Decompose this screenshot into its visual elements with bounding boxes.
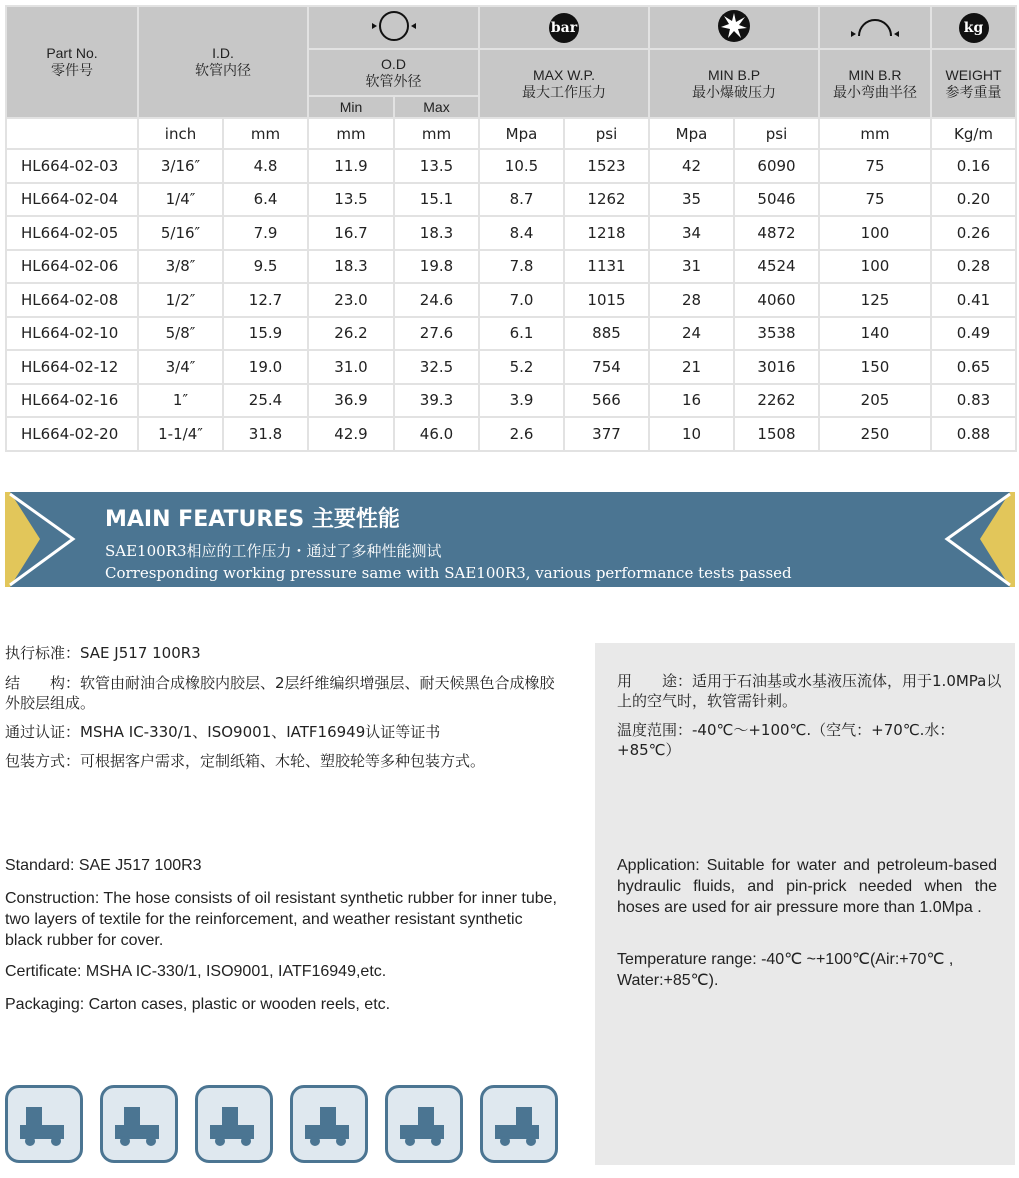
table-cell: 27.6 (394, 317, 479, 351)
table-cell: 1508 (734, 417, 819, 451)
table-row (6, 183, 1016, 217)
table-row (6, 417, 1016, 451)
table-cell: 11.9 (308, 149, 394, 183)
table-cell: 18.3 (308, 250, 394, 284)
table-row (6, 317, 1016, 351)
od-min-header: Min (308, 96, 394, 118)
table-cell: 13.5 (394, 149, 479, 183)
table-cell: 10.5 (479, 149, 564, 183)
table-cell: 3/8″ (138, 250, 223, 284)
table-cell: 7.0 (479, 283, 564, 317)
table-cell: 6.1 (479, 317, 564, 351)
table-cell: 205 (819, 384, 931, 418)
unit-cell: inch (138, 118, 223, 149)
application-icons (5, 1085, 558, 1163)
cn-use: 用 途：适用于石油基或水基液压流体，用于1.0MPa以上的空气时，软管需针刺。 (617, 672, 1002, 710)
unit-cell (6, 118, 138, 149)
table-cell: 12.7 (223, 283, 308, 317)
table-cell: 1″ (138, 384, 223, 418)
table-cell: 36.9 (308, 384, 394, 418)
part-header: Part No. 零件号 (6, 6, 138, 118)
table-cell: 100 (819, 250, 931, 284)
table-cell: 39.3 (394, 384, 479, 418)
table-cell: 140 (819, 317, 931, 351)
cn-pack: 包装方式：可根据客户需求，定制纸箱、木轮、塑胶轮等多种包装方式。 (5, 752, 486, 770)
building-icon (385, 1085, 463, 1163)
unit-cell: Kg/m (931, 118, 1016, 149)
table-cell: 150 (819, 350, 931, 384)
main-features-banner (5, 492, 1015, 587)
table-cell: 1131 (564, 250, 649, 284)
table-cell: 15.1 (394, 183, 479, 217)
table-cell: 1/2″ (138, 283, 223, 317)
od-header: O.D 软管外径 (308, 49, 479, 96)
table-cell: 19.0 (223, 350, 308, 384)
weight-header: WEIGHT 参考重量 (931, 49, 1016, 118)
table-cell: HL664-02-06 (6, 250, 138, 284)
table-cell: 15.9 (223, 317, 308, 351)
table-cell: 10 (649, 417, 734, 451)
table-cell: 34 (649, 216, 734, 250)
unit-cell: mm (223, 118, 308, 149)
bp-header: MIN B.P 最小爆破压力 (649, 49, 819, 118)
table-cell: 100 (819, 216, 931, 250)
table-cell: HL664-02-16 (6, 384, 138, 418)
table-cell: 5/8″ (138, 317, 223, 351)
table-cell: 1-1/4″ (138, 417, 223, 451)
table-cell: HL664-02-03 (6, 149, 138, 183)
table-cell: 35 (649, 183, 734, 217)
table-cell: 26.2 (308, 317, 394, 351)
table-cell: 8.7 (479, 183, 564, 217)
ship-icon (290, 1085, 368, 1163)
table-cell: 4524 (734, 250, 819, 284)
table-cell: 1262 (564, 183, 649, 217)
od-icon (308, 6, 479, 49)
table-cell: 75 (819, 183, 931, 217)
cn-structure: 结 构：软管由耐油合成橡胶内胶层、2层纤维编织增强层、耐天候黑色合成橡胶外胶层组成。 (5, 674, 555, 712)
table-cell: 885 (564, 317, 649, 351)
table-cell: 24.6 (394, 283, 479, 317)
table-cell: HL664-02-10 (6, 317, 138, 351)
table-cell: 28 (649, 283, 734, 317)
table-cell: 1218 (564, 216, 649, 250)
table-cell: HL664-02-05 (6, 216, 138, 250)
table-cell: 4060 (734, 283, 819, 317)
table-cell: 0.88 (931, 417, 1016, 451)
table-cell: 7.8 (479, 250, 564, 284)
table-cell: 16 (649, 384, 734, 418)
unit-cell: Mpa (479, 118, 564, 149)
table-cell: 32.5 (394, 350, 479, 384)
tractor-icon (480, 1085, 558, 1163)
table-cell: 2262 (734, 384, 819, 418)
table-cell: 31.8 (223, 417, 308, 451)
cn-cert: 通过认证：MSHA IC-330/1、ISO9001、IATF16949认证等证书 (5, 723, 441, 741)
en-standard: Standard: SAE J517 100R3 (5, 857, 202, 874)
table-cell: 7.9 (223, 216, 308, 250)
en-cert: Certificate: MSHA IC-330/1, ISO9001, IATF16949,etc. (5, 963, 387, 980)
table-cell: 13.5 (308, 183, 394, 217)
en-temp: Temperature range: -40℃ ~+100℃(Air:+70℃ , Water:+85℃). (617, 951, 954, 989)
en-pack: Packaging: Carton cases, plastic or wooden reels, etc. (5, 996, 391, 1013)
cn-temp: 温度范围：-40℃～+100℃.（空气：+70℃.水：+85℃） (617, 721, 955, 759)
table-cell: 1523 (564, 149, 649, 183)
unit-cell: Mpa (649, 118, 734, 149)
table-cell: 18.3 (394, 216, 479, 250)
br-header: MIN B.R 最小弯曲半径 (819, 49, 931, 118)
table-cell: 3/4″ (138, 350, 223, 384)
spec-table (5, 5, 1017, 452)
table-cell: 0.20 (931, 183, 1016, 217)
table-cell: 0.49 (931, 317, 1016, 351)
table-cell: 2.6 (479, 417, 564, 451)
table-cell: 0.16 (931, 149, 1016, 183)
table-row (6, 216, 1016, 250)
en-application: Application: Suitable for water and petroleum-based hydraulic fluids, and pin-prick needed when the hoses are used for air pressure more than 1.0Mpa . (617, 857, 997, 916)
table-cell: 377 (564, 417, 649, 451)
table-cell: 5.2 (479, 350, 564, 384)
table-cell: 0.83 (931, 384, 1016, 418)
table-cell: 23.0 (308, 283, 394, 317)
table-cell: 0.28 (931, 250, 1016, 284)
table-cell: 3538 (734, 317, 819, 351)
table-cell: 46.0 (394, 417, 479, 451)
table-cell: 21 (649, 350, 734, 384)
table-cell: 0.26 (931, 216, 1016, 250)
table-cell: 24 (649, 317, 734, 351)
table-row (6, 283, 1016, 317)
table-cell: 75 (819, 149, 931, 183)
table-cell: HL664-02-20 (6, 417, 138, 451)
banner-subtitle-cn: SAE100R3相应的工作压力・通过了多种性能测试 (105, 542, 442, 560)
table-cell: 4.8 (223, 149, 308, 183)
table-cell: 6090 (734, 149, 819, 183)
table-cell: 5/16″ (138, 216, 223, 250)
table-cell: 754 (564, 350, 649, 384)
table-cell: 566 (564, 384, 649, 418)
units-row (6, 118, 1016, 149)
table-cell: 4872 (734, 216, 819, 250)
table-row (6, 149, 1016, 183)
banner-subtitle-en: Corresponding working pressure same with SAE100R3, various performance tests passed (105, 564, 792, 582)
table-cell: 1015 (564, 283, 649, 317)
table-row (6, 384, 1016, 418)
banner-title: MAIN FEATURES 主要性能 (105, 507, 400, 532)
table-row (6, 250, 1016, 284)
cn-standard: 执行标准：SAE J517 100R3 (5, 644, 201, 662)
unit-cell: mm (308, 118, 394, 149)
table-cell: 42.9 (308, 417, 394, 451)
table-cell: 6.4 (223, 183, 308, 217)
unit-cell: psi (734, 118, 819, 149)
wp-header: MAX W.P. 最大工作压力 (479, 49, 649, 118)
table-cell: 25.4 (223, 384, 308, 418)
table-cell: 0.41 (931, 283, 1016, 317)
burst-icon (717, 9, 751, 43)
table-cell: 250 (819, 417, 931, 451)
table-cell: HL664-02-12 (6, 350, 138, 384)
table-cell: 31 (649, 250, 734, 284)
kg-icon: kg (959, 13, 989, 43)
unit-cell: psi (564, 118, 649, 149)
wheel-loader-icon (100, 1085, 178, 1163)
mining-truck-icon (195, 1085, 273, 1163)
id-header: I.D. 软管内径 (138, 6, 308, 118)
od-max-header: Max (394, 96, 479, 118)
table-cell: HL664-02-04 (6, 183, 138, 217)
unit-cell: mm (819, 118, 931, 149)
table-cell: 3016 (734, 350, 819, 384)
en-construction: Construction: The hose consists of oil resistant synthetic rubber for inner tube, two layers of textile for the reinforcement, and weather resistant synthetic black rubber for cover. (5, 890, 557, 949)
bar-icon: bar (549, 13, 579, 43)
table-cell: 9.5 (223, 250, 308, 284)
table-cell: 3.9 (479, 384, 564, 418)
table-cell: 19.8 (394, 250, 479, 284)
unit-cell: mm (394, 118, 479, 149)
table-cell: 42 (649, 149, 734, 183)
table-cell: 16.7 (308, 216, 394, 250)
table-cell: 8.4 (479, 216, 564, 250)
excavator-icon (5, 1085, 83, 1163)
table-cell: 0.65 (931, 350, 1016, 384)
table-cell: 31.0 (308, 350, 394, 384)
bend-icon (819, 6, 931, 49)
table-cell: 125 (819, 283, 931, 317)
table-row (6, 350, 1016, 384)
table-cell: HL664-02-08 (6, 283, 138, 317)
table-cell: 5046 (734, 183, 819, 217)
table-cell: 1/4″ (138, 183, 223, 217)
table-cell: 3/16″ (138, 149, 223, 183)
